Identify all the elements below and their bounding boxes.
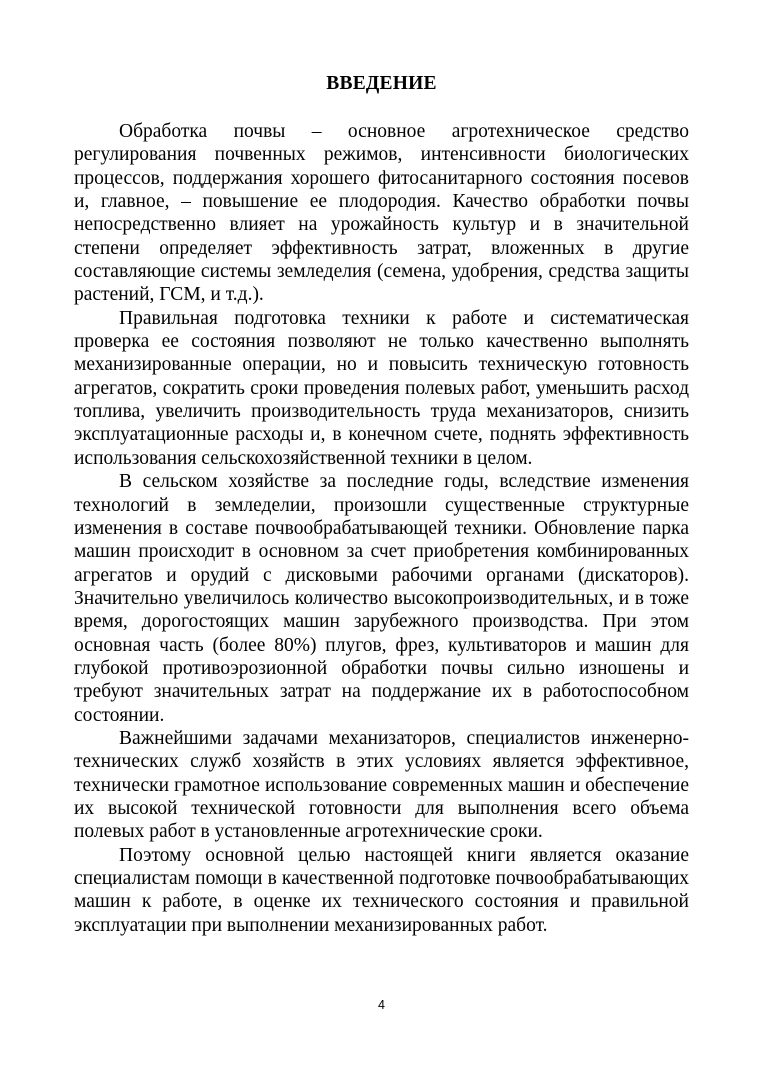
paragraph: В сельском хозяйстве за последние годы, вследствие изменения технологий в земледелии, произошли существенные структурные изменения в составе почвообрабатывающей техники. Обновление парка машин происходит в основном за счет приобретения комбинированных агрегатов и орудий с дисковыми рабочими органами (дискаторов). Значительно увеличилось количество высокопроизводительных, и в тоже время, дорогостоящих машин зарубежного производства. При этом основная часть (более 80%) плугов, фрез, культиваторов и машин для глубокой противоэрозионной обработки почвы сильно изношены и требуют значительных затрат на поддержание их в работоспособном состоянии. [74, 471, 689, 726]
paragraph: Поэтому основной целью настоящей книги является оказание специалистам помощи в качественной подготовке почвообрабатывающих машин к работе, в оценке их технического состояния и правильной эксплуатации при выполнении механизированных работ. [74, 844, 689, 936]
body-text [74, 120, 689, 937]
page-title: ВВЕДЕНИЕ [326, 73, 437, 94]
paragraph: Правильная подготовка техники к работе и систематическая проверка ее состояния позволяют не только качественно выполнять механизированные операции, но и повысить техническую готовность агрегатов, сократить сроки проведения полевых работ, уменьшить расход топлива, увеличить производительность труда механизаторов, снизить эксплуатационные расходы и, в конечном счете, поднять эффективность использования сельскохозяйственной техники в целом. [74, 307, 689, 469]
paragraph: Важнейшими задачами механизаторов, специалистов инженерно-технических служб хозяйств в этих условиях является эффективное, технически грамотное использование современных машин и обеспечение их высокой технической готовности для выполнения всего объема полевых работ в установленные агротехнические сроки. [74, 727, 689, 843]
page-number: 4 [378, 998, 385, 1012]
paragraph: Обработка почвы – основное агротехническое средство регулирования почвенных режимов, интенсивности биологических процессов, поддержания хорошего фитосанитарного состояния посевов и, главное, – повышение ее плодородия. Качество обработки почвы непосредственно влияет на урожайность культур и в значительной степени определяет эффективность затрат, вложенных в другие составляющие системы земледелия (семена, удобрения, средства защиты растений, ГСМ, и т.д.). [74, 121, 689, 306]
